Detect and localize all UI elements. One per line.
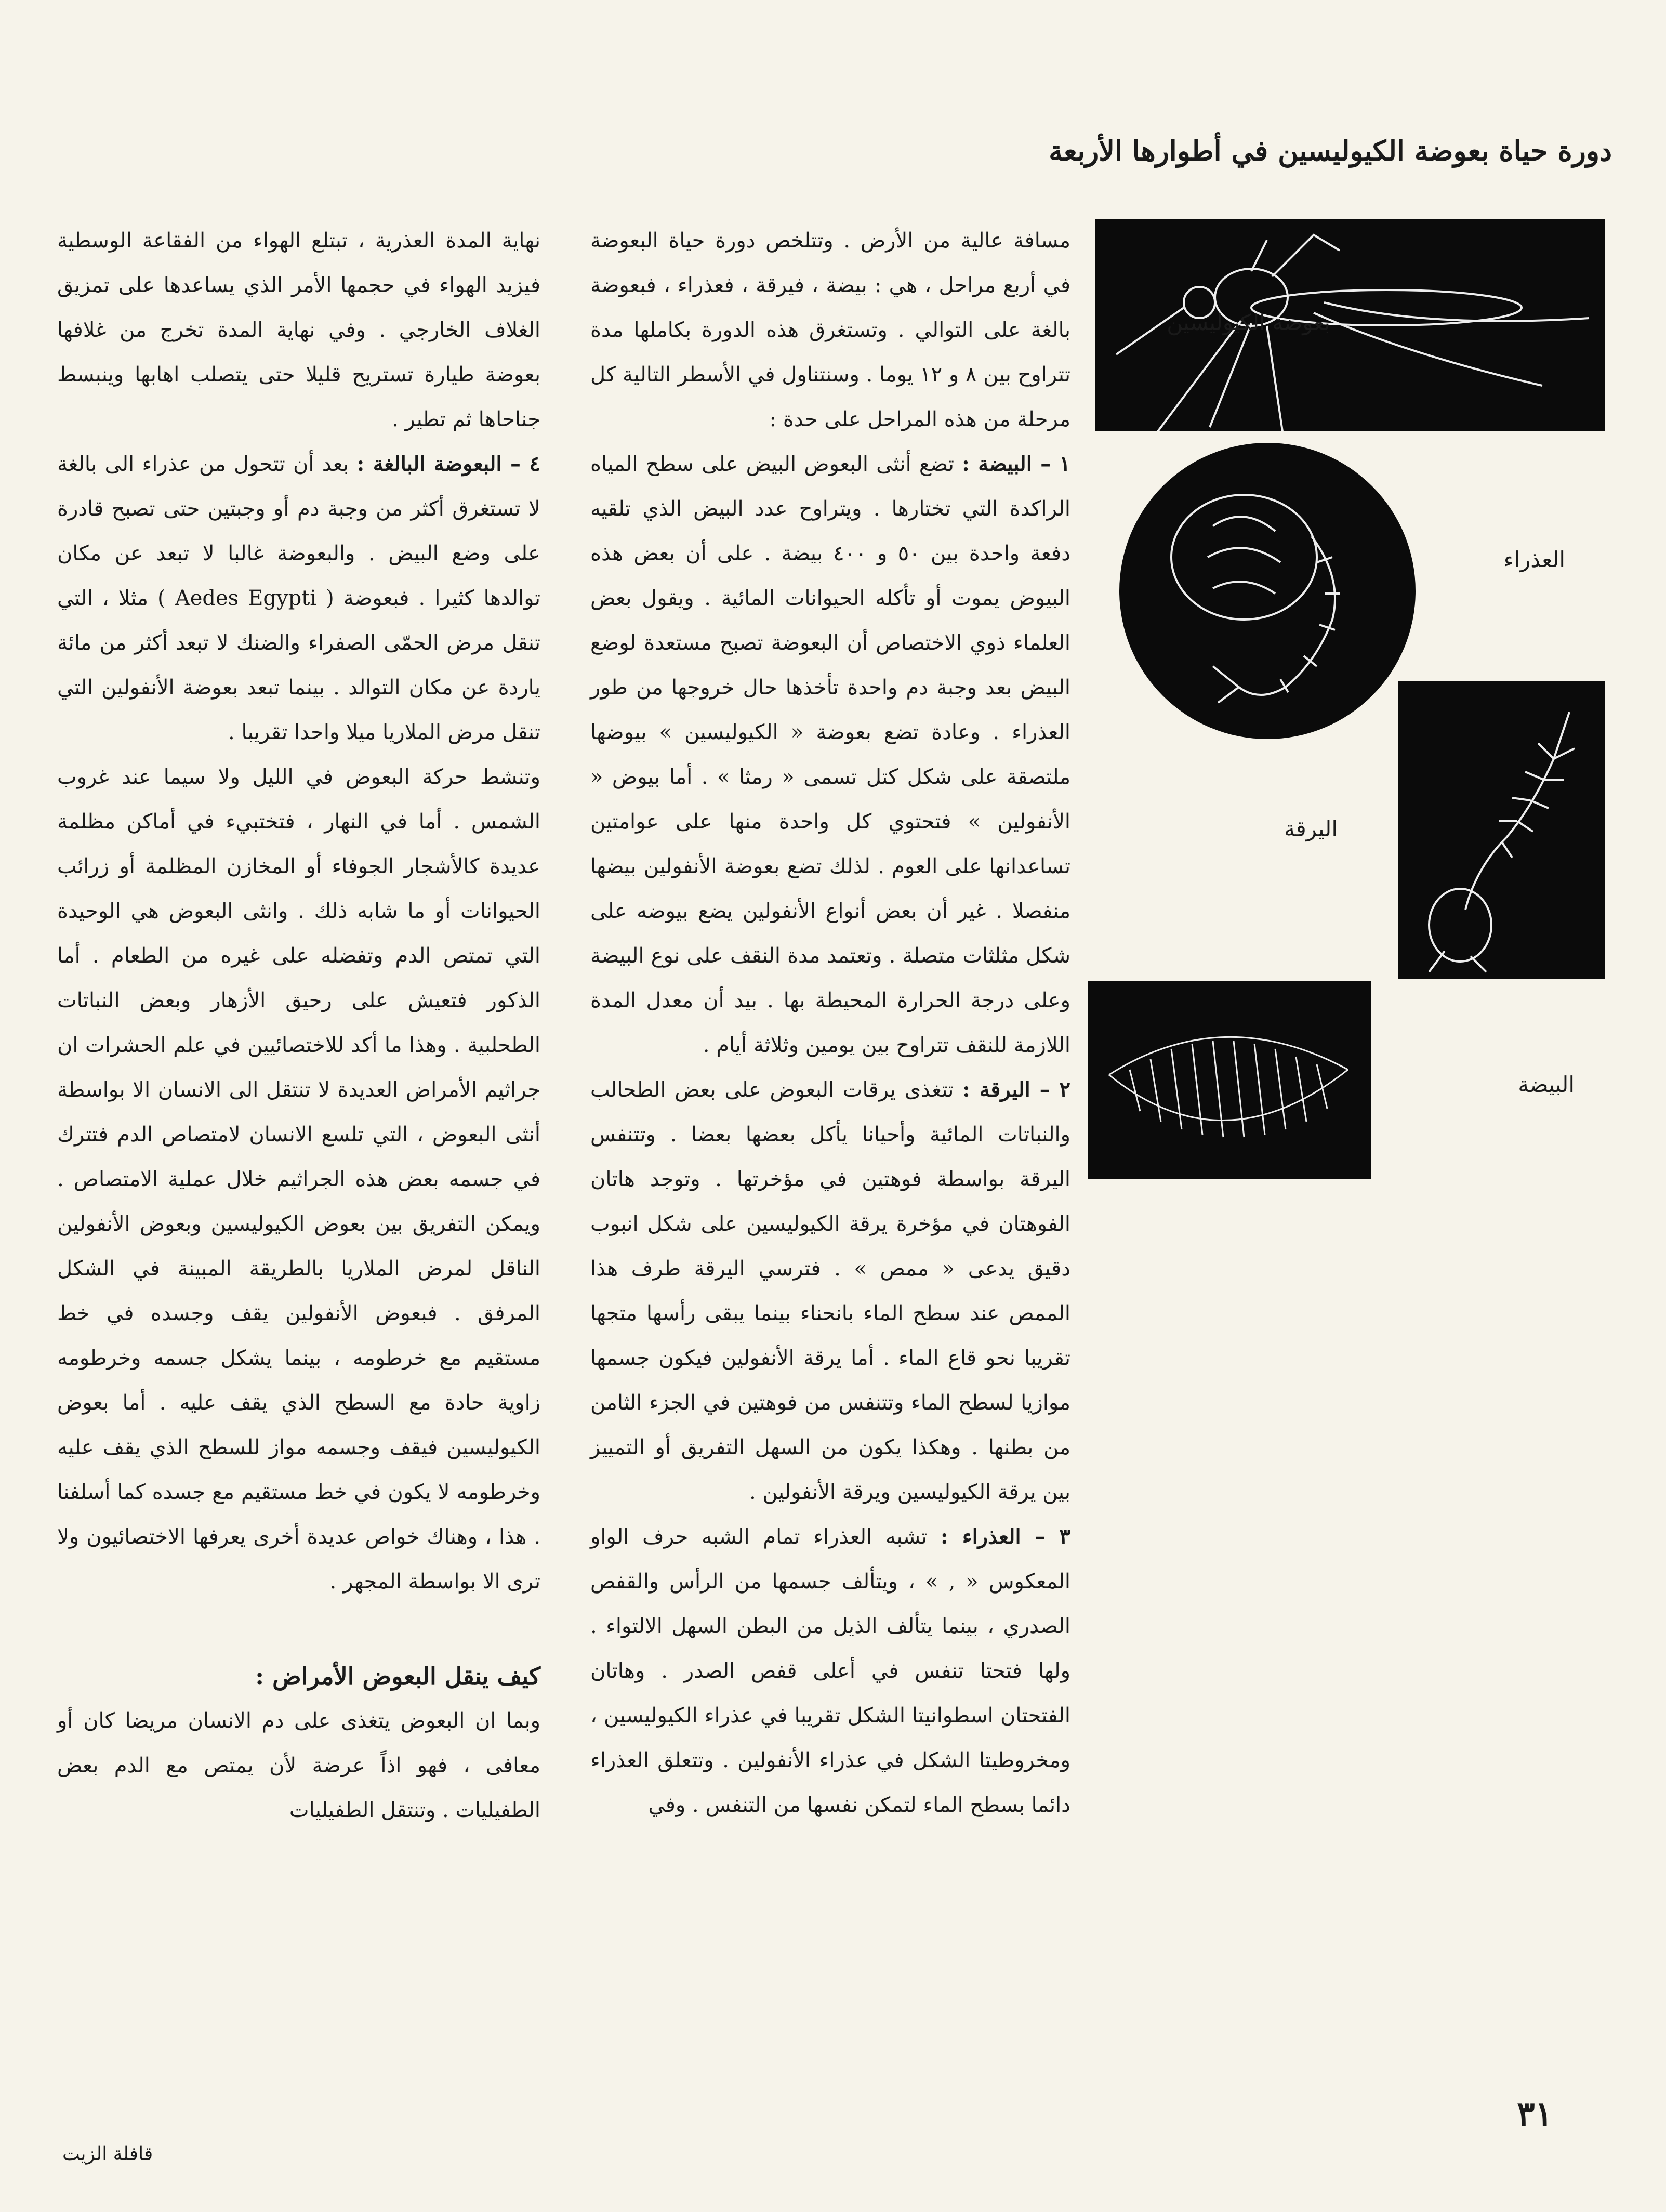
activity-paragraph: وتنشط حركة البعوض في الليل ولا سيما عند غروب الشمس . أما في النهار ، فتختبيء في أماكن مظلمة عديدة كالأشجار الجوفاء أو المخازن المظلمة أو زرائب الحيوانات أو ما شابه ذلك . وانثى البعوض هي الوحيدة التي تمتص الدم وتفضله على غيره من الطعام . أما الذكور فتعيش على رحيق الأزهار وبعض النباتات الطحلبية . وهذا ما أكد للاختصائيين في علم الحشرات ان جراثيم الأمراض العديدة لا تنتقل الى الانسان الا بواسطة أنثى البعوض ، التي تلسع الانسان لامتصاص الدم فتترك في جسمه بعض هذه الجراثيم خلال عملية الامتصاص . ويمكن التفريق بين بعوض الكيوليسين وبعوض الأنفولين الناقل لمرض الملاريا بالطريقة المبينة في الشكل المرفق . فبعوض الأنفولين يقف وجسده في خط مستقيم مع خرطومه ، بينما يشكل جسمه وخرطومه زاوية حادة مع السطح الذي يقف عليه . أما بعوض الكيوليسين فيقف وجسمه مواز للسطح الذي يقف عليه وخرطومه لا يكون في خط مستقيم مع جسده كما أسلفنا . هذا ، وهناك خواص عديدة أخرى يعرفها الاختصائيون ولا ترى الا بواسطة المجهر . xyxy=(57,765,540,1594)
larva-illustration xyxy=(1398,681,1605,979)
larva-figure-label: اليرقة xyxy=(1284,816,1338,841)
egg-section xyxy=(590,442,1070,1068)
larva-section-heading: ٢ – اليرقة : xyxy=(962,1077,1070,1102)
adult-section-text: بعد أن تتحول من عذراء الى بالغة لا تستغرق أكثر من وجبة دم أو وجبتين حتى تصبح قادرة على وضع البيض . والبعوضة غالبا لا تبعد عن مكان توالدها كثيرا . فبعوضة ( Aedes Egypti ) مثلا ، التي تنقل مرض الحمّى الصفراء والضنك لا تبعد أكثر من مائة ياردة عن مكان التوالد . بينما تبعد بعوضة الأنفولين التي تنقل مرض الملاريا ميلا واحدا تقريبا . xyxy=(57,452,541,744)
pupa-section-text: تشبه العذراء تمام الشبه حرف الواو المعكوس « ‚ » ، ويتألف جسمها من الرأس والقفص الصدري ، بينما يتألف الذيل من البطن السهل الالتواء . ولها فتحتا تنفس في أعلى قفص الصدر . وهاتان الفتحتان اسطوانيتا الشكل تقريبا في عذراء الكيوليسين ، ومخروطيتا الشكل في عذراء الأنفولين . وتتعلق العذراء دائما بسطح الماء لتمكن نفسها من التنفس . وفي xyxy=(590,1525,1070,1817)
pupa-continued-paragraph: نهاية المدة العذرية ، تبتلع الهواء من الفقاعة الوسطية فيزيد الهواء في حجمها الأمر الذي يساعدها على تمزيق الغلاف الخارجي . وفي نهاية المدة تخرج من غلافها بعوضة طيارة تستريح قليلا حتى يتصلب اهابها وينبسط جناحاها ثم تطير . xyxy=(57,229,540,431)
adult-section-heading: ٤ – البعوضة البالغة : xyxy=(356,452,541,476)
pupa-illustration xyxy=(1119,443,1416,739)
mosquito-figure-label: بعوضة الكيوليسين xyxy=(1167,310,1330,335)
egg-section-heading: ١ – البيضة : xyxy=(962,452,1070,476)
pupa-figure-label: العذراء xyxy=(1503,547,1565,572)
larva-section-text: تتغذى يرقات البعوض على بعض الطحالب والنباتات المائية وأحيانا يأكل بعضها بعضا . وتتنفس اليرقة بواسطة فوهتين في مؤخرتها . وتوجد هاتان الفوهتان في مؤخرة يرقة الكيوليسين على شكل انبوب دقيق يدعى « ممص » . فترسي اليرقة طرف هذا الممص عند سطح الماء بانحناء بينما يبقى رأسها متجها تقريبا نحو قاع الماء . أما يرقة الأنفولين فيكون جسمها موازيا لسطح الماء وتتنفس من فوهتين في الجزء الثامن من بطنها . وهكذا يكون من السهل التفريق أو التمييز بين يرقة الكيوليسين ويرقة الأنفولين . xyxy=(590,1078,1070,1504)
publication-footer: قافلة الزيت xyxy=(62,2143,153,2165)
pupa-section-heading: ٣ – العذراء : xyxy=(941,1524,1070,1549)
left-text-column xyxy=(57,218,540,2141)
page-title: دورة حياة بعوضة الكيوليسين في أطوارها الأربعة xyxy=(1049,134,1612,167)
disease-transmission-subheading: كيف ينقل البعوض الأمراض : xyxy=(255,1662,540,1690)
middle-text-column xyxy=(590,218,1070,2084)
page-number: ٣١ xyxy=(1517,2095,1553,2134)
egg-figure-label: البيضة xyxy=(1518,1072,1575,1097)
adult-section xyxy=(57,442,540,755)
egg-section-text: تضع أنثى البعوض البيض على سطح المياه الراكدة التي تختارها . ويتراوح عدد البيض الذي تلقيه دفعة واحدة بين ٥٠ و ٤٠٠ بيضة . على أن بعض هذه البيوض يموت أو تأكله الحيوانات المائية . ويقول بعض العلماء ذوي الاختصاص أن البعوضة تصبح مستعدة لوضع البيض بعد وجبة دم واحدة تأخذها حال خروجها من طور العذراء . وعادة تضع بعوضة « الكيوليسين » بيوضها ملتصقة على شكل كتل تسمى « رمثا » . أما بيوض « الأنفولين » فتحتوي كل واحدة منها على عوامتين تساعدانها على العوم . لذلك تضع بعوضة الأنفولين بيضها منفصلا . غير أن بعض أنواع الأنفولين يضع بيوضه على شكل مثلثات متصلة . وتعتمد مدة النقف على نوع البيضة وعلى درجة الحرارة المحيطة بها . بيد أن معدل المدة اللازمة للنقف تتراوح بين يومين وثلاثة أيام . xyxy=(590,452,1071,1057)
intro-paragraph: مسافة عالية من الأرض . وتتلخص دورة حياة البعوضة في أربع مراحل ، هي : بيضة ، فيرقة ، فعذراء ، فبعوضة بالغة على التوالي . وتستغرق هذه الدورة بكاملها مدة تتراوح بين ٨ و ١٢ يوما . وسنتناول في الأسطر التالية كل مرحلة من هذه المراحل على حدة : xyxy=(590,229,1071,431)
disease-transmission-paragraph: وبما ان البعوض يتغذى على دم الانسان مريضا كان أو معافى ، فهو اذاً عرضة لأن يمتص مع الدم بعض الطفيليات . وتنتقل الطفيليات xyxy=(57,1709,540,1822)
egg-raft-illustration xyxy=(1088,981,1371,1179)
larva-section xyxy=(590,1068,1070,1515)
pupa-section xyxy=(590,1515,1070,1827)
